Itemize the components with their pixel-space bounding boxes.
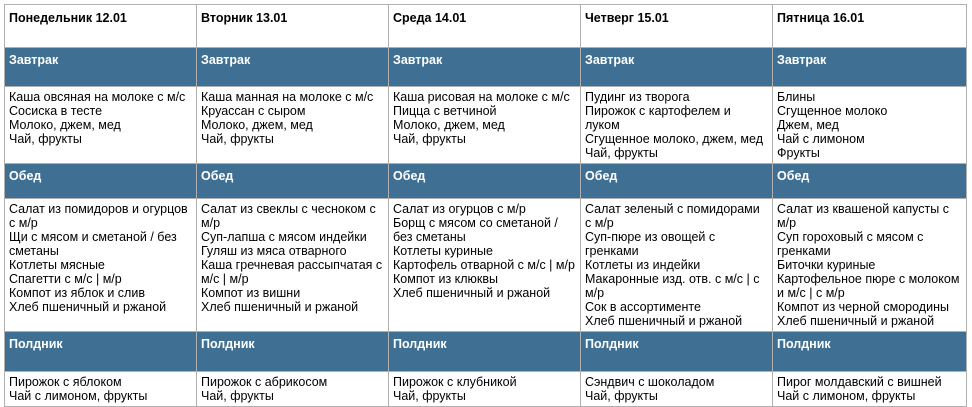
meal-header-row-breakfast	[5, 48, 967, 87]
menu-item: Сгущенное молоко, джем, мед	[585, 132, 763, 146]
menu-item: Макаронные изд. отв. с м/с | с м/р	[585, 272, 760, 300]
menu-item: Пирожок с картофелем и луком	[585, 104, 731, 132]
menu-item: Салат из огурцов с м/р	[393, 202, 526, 216]
menu-cell	[389, 199, 581, 332]
menu-cell	[773, 199, 967, 332]
menu-item: Каша рисовая на молоке с м/с	[393, 90, 570, 104]
breakfast-items-row	[5, 87, 967, 164]
menu-cell	[389, 372, 581, 407]
menu-item: Компот из клюквы	[393, 272, 499, 286]
menu-cell	[581, 199, 773, 332]
menu-item: Суп-лапша с мясом индейки	[201, 230, 367, 244]
day-header: Понедельник 12.01	[5, 5, 197, 48]
menu-item: Хлеб пшеничный и ржаной	[9, 300, 167, 314]
menu-cell	[5, 199, 197, 332]
meal-header-row-snack	[5, 332, 967, 372]
menu-item: Картофельное пюре с молоком и м/с | с м/р	[777, 272, 960, 300]
menu-item: Чай, фрукты	[201, 132, 274, 146]
menu-item: Салат из свеклы с чесноком с м/р	[201, 202, 376, 230]
menu-item: Котлеты мясные	[9, 258, 105, 272]
meal-label: Завтрак	[5, 48, 197, 87]
menu-cell	[581, 372, 773, 407]
meal-label: Полдник	[773, 332, 967, 372]
meal-label: Завтрак	[389, 48, 581, 87]
menu-item: Молоко, джем, мед	[9, 118, 121, 132]
meal-label: Завтрак	[773, 48, 967, 87]
menu-item: Пирог молдавский с вишней	[777, 375, 942, 389]
menu-item: Чай с лимоном, фрукты	[9, 389, 148, 403]
meal-label: Обед	[197, 164, 389, 199]
menu-item: Пицца с ветчиной	[393, 104, 497, 118]
meal-label: Обед	[773, 164, 967, 199]
menu-item: Компот из вишни	[201, 286, 301, 300]
menu-item: Салат зеленый с помидорами с м/р	[585, 202, 760, 230]
menu-item: Молоко, джем, мед	[393, 118, 505, 132]
menu-item: Каша гречневая рассыпчатая с м/с | м/р	[201, 258, 383, 286]
menu-item: Сгущенное молоко	[777, 104, 888, 118]
menu-item: Котлеты куриные	[393, 244, 493, 258]
day-header: Четверг 15.01	[581, 5, 773, 48]
menu-item: Компот из яблок и слив	[9, 286, 145, 300]
menu-item: Чай, фрукты	[201, 389, 274, 403]
menu-item: Пирожок с яблоком	[9, 375, 122, 389]
meal-label: Завтрак	[581, 48, 773, 87]
menu-item: Борщ с мясом со сметаной / без сметаны	[393, 216, 558, 244]
day-header: Пятница 16.01	[773, 5, 967, 48]
meal-header-row-lunch	[5, 164, 967, 199]
meal-label: Полдник	[581, 332, 773, 372]
menu-item: Круассан с сыром	[201, 104, 306, 118]
menu-item: Пудинг из творога	[585, 90, 690, 104]
menu-item: Чай, фрукты	[393, 132, 466, 146]
menu-item: Хлеб пшеничный и ржаной	[777, 314, 935, 328]
menu-item: Чай, фрукты	[9, 132, 82, 146]
menu-item: Компот из черной смородины	[777, 300, 949, 314]
menu-item: Котлеты из индейки	[585, 258, 701, 272]
snack-items-row	[5, 372, 967, 407]
menu-item: Чай с лимоном	[777, 132, 865, 146]
menu-item: Хлеб пшеничный и ржаной	[201, 300, 359, 314]
menu-item: Спагетти с м/с | м/р	[9, 272, 122, 286]
menu-item: Каша овсяная на молоке с м/с	[9, 90, 186, 104]
menu-item: Хлеб пшеничный и ржаной	[393, 286, 551, 300]
menu-item: Каша манная на молоке с м/с	[201, 90, 374, 104]
meal-label: Полдник	[5, 332, 197, 372]
menu-item: Хлеб пшеничный и ржаной	[585, 314, 743, 328]
meal-label: Завтрак	[197, 48, 389, 87]
menu-item: Салат из помидоров и огурцов с м/р	[9, 202, 188, 230]
menu-item: Чай, фрукты	[393, 389, 466, 403]
menu-item: Блины	[777, 90, 816, 104]
menu-item: Сосиска в тесте	[9, 104, 103, 118]
menu-item: Чай, фрукты	[585, 146, 658, 160]
lunch-items-row	[5, 199, 967, 332]
menu-cell	[5, 87, 197, 164]
meal-label: Обед	[581, 164, 773, 199]
menu-cell	[5, 372, 197, 407]
menu-item: Молоко, джем, мед	[201, 118, 313, 132]
menu-item: Джем, мед	[777, 118, 839, 132]
menu-item: Щи с мясом и сметаной / без сметаны	[9, 230, 177, 258]
menu-cell	[197, 87, 389, 164]
menu-item: Пирожок с абрикосом	[201, 375, 328, 389]
days-header-row	[5, 5, 967, 48]
menu-cell	[773, 87, 967, 164]
menu-item: Фрукты	[777, 146, 820, 160]
menu-item: Пирожок с клубникой	[393, 375, 517, 389]
meal-label: Полдник	[389, 332, 581, 372]
menu-cell	[581, 87, 773, 164]
menu-item: Картофель отварной с м/с | м/р	[393, 258, 575, 272]
menu-item: Сэндвич с шоколадом	[585, 375, 715, 389]
menu-cell	[197, 199, 389, 332]
menu-item: Сок в ассортименте	[585, 300, 701, 314]
menu-item: Биточки куриные	[777, 258, 876, 272]
day-header: Среда 14.01	[389, 5, 581, 48]
menu-item: Гуляш из мяса отварного	[201, 244, 347, 258]
menu-cell	[389, 87, 581, 164]
day-header: Вторник 13.01	[197, 5, 389, 48]
menu-item: Чай с лимоном, фрукты	[777, 389, 916, 403]
menu-item: Суп-пюре из овощей с гренками	[585, 230, 716, 258]
meal-label: Полдник	[197, 332, 389, 372]
menu-item: Чай, фрукты	[585, 389, 658, 403]
menu-cell	[197, 372, 389, 407]
meal-label: Обед	[389, 164, 581, 199]
meal-label: Обед	[5, 164, 197, 199]
weekly-menu-table	[4, 4, 967, 407]
menu-item: Салат из квашеной капусты с м/р	[777, 202, 949, 230]
menu-cell	[773, 372, 967, 407]
menu-item: Суп гороховый с мясом с гренками	[777, 230, 924, 258]
